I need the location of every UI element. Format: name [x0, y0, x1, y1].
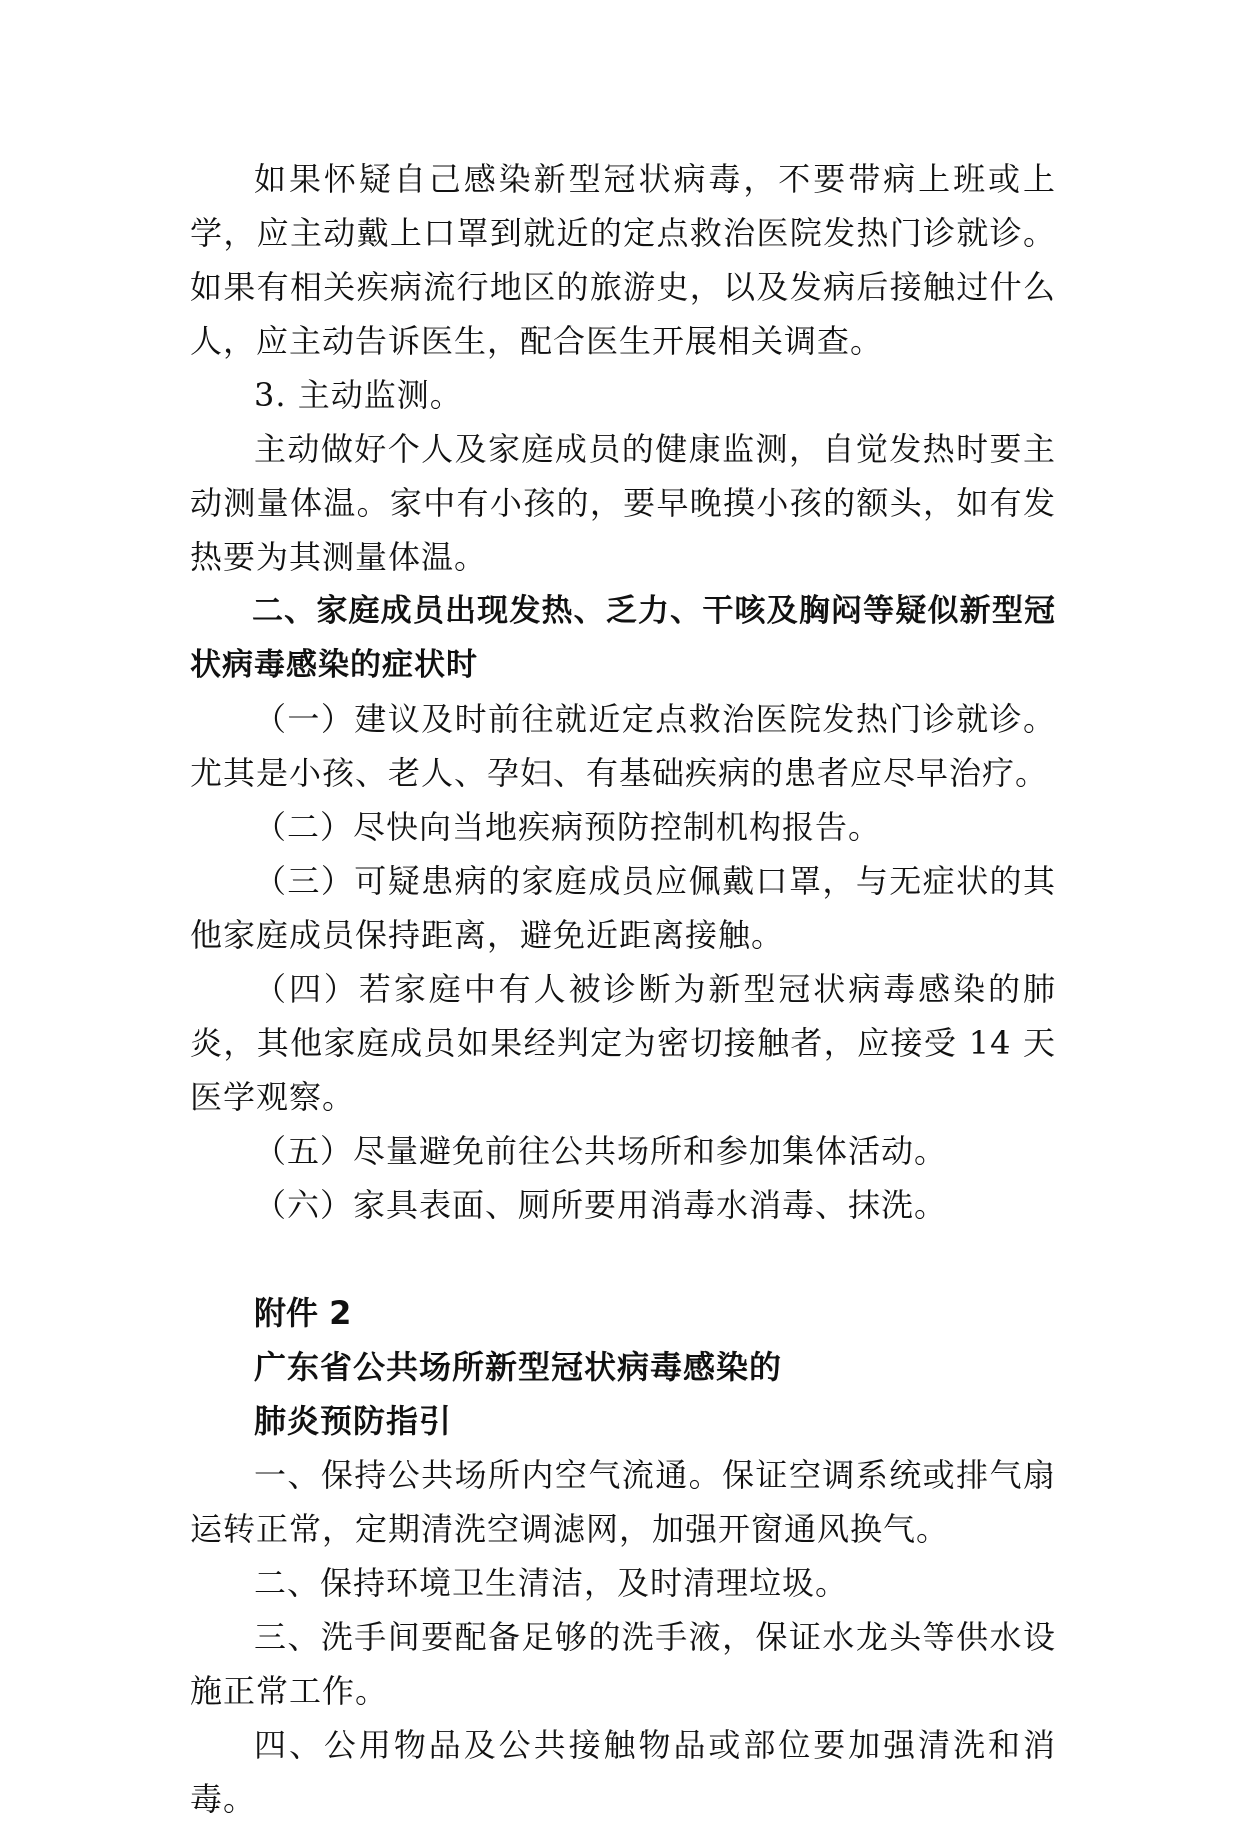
attachment-label: 附件 2 [254, 1294, 352, 1332]
section-2-item-3: （三）可疑患病的家庭成员应佩戴口罩，与无症状的其他家庭成员保持距离，避免近距离接触。 [190, 862, 1056, 954]
section-2-item-6: （六）家具表面、厕所要用消毒水消毒、抹洗。 [254, 1186, 948, 1224]
section-2-item-1: （一）建议及时前往就近定点救治医院发热门诊就诊。尤其是小孩、老人、孕妇、有基础疾病的患者应尽早治疗。 [190, 700, 1056, 792]
section-spacer [190, 1232, 1056, 1286]
section-2-item-5: （五）尽量避免前往公共场所和参加集体活动。 [254, 1132, 948, 1170]
attachment-item-1: 一、保持公共场所内空气流通。保证空调系统或排气扇运转正常，定期清洗空调滤网，加强开窗通风换气。 [190, 1456, 1056, 1548]
attachment-item-2: 二、保持环境卫生清洁，及时清理垃圾。 [254, 1564, 849, 1602]
section-2-heading: 二、家庭成员出现发热、乏力、干咳及胸闷等疑似新型冠 状病毒感染的症状时 [190, 593, 1056, 683]
section-2-item-4: （四）若家庭中有人被诊断为新型冠状病毒感染的肺炎，其他家庭成员如果经判定为密切接触者，应接受 14 天医学观察。 [190, 970, 1056, 1116]
attachment-item-4: 四、公用物品及公共接触物品或部位要加强清洗和消毒。 [190, 1726, 1056, 1818]
paragraph-active-monitoring: 主动做好个人及家庭成员的健康监测，自觉发热时要主动测量体温。家中有小孩的，要早晚摸小孩的额头，如有发热要为其测量体温。 [190, 430, 1056, 576]
attachment-item-3: 三、洗手间要配备足够的洗手液，保证水龙头等供水设施正常工作。 [190, 1618, 1056, 1710]
section-2-item-2: （二）尽快向当地疾病预防控制机构报告。 [254, 808, 882, 846]
paragraph-self-suspected-infection: 如果怀疑自己感染新型冠状病毒，不要带病上班或上学，应主动戴上口罩到就近的定点救治医院发热门诊就诊。如果有相关疾病流行地区的旅游史，以及发病后接触过什么人，应主动告诉医生，配合医生开展相关调查。 [190, 160, 1056, 360]
attachment-title-line-1: 广东省公共场所新型冠状病毒感染的 [254, 1348, 783, 1386]
document-body [190, 152, 1056, 1826]
item-3-title: 3. 主动监测。 [254, 376, 463, 414]
attachment-title-line-2: 肺炎预防指引 [254, 1402, 453, 1440]
